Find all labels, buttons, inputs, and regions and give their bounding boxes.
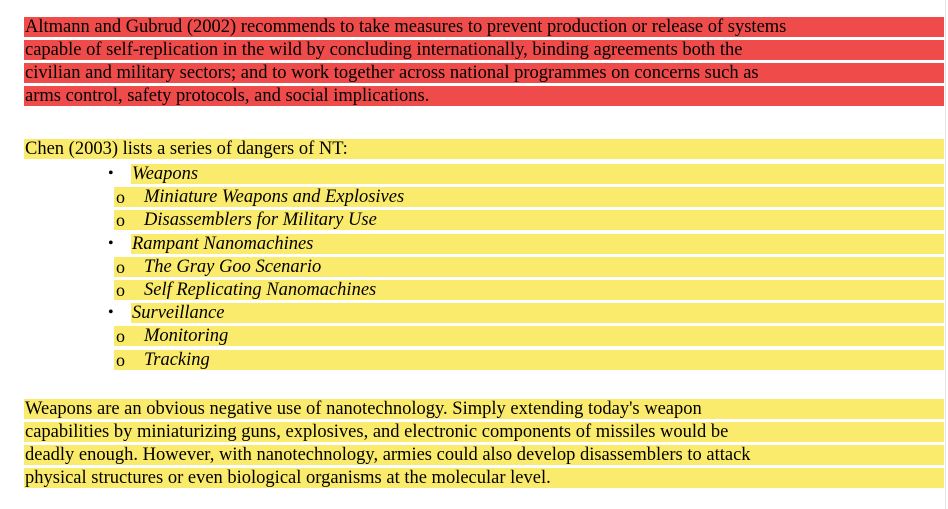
closing-line[interactable]: Weapons are an obvious negative use of nanotechnology. Simply extending today's weapon — [24, 399, 944, 419]
list-item-bullet[interactable] — [24, 303, 944, 323]
list-item-bullet[interactable] — [24, 234, 944, 254]
bullet-icon: • — [108, 304, 114, 322]
list-item-label: Weapons — [132, 164, 199, 184]
intro-line[interactable]: Altmann and Gubrud (2002) recommends to take measures to prevent production or release of systems — [24, 17, 944, 37]
highlight-bar — [114, 326, 944, 346]
highlight-bar — [131, 303, 944, 323]
intro-line[interactable]: capable of self-replication in the wild by concluding internationally, binding agreements both the — [24, 40, 944, 60]
circle-bullet-icon: o — [116, 210, 125, 231]
highlight-bar — [131, 164, 944, 184]
closing-paragraph[interactable] — [24, 399, 944, 491]
highlight-bar — [114, 350, 944, 370]
list-intro-paragraph[interactable] — [24, 139, 944, 162]
list-item-label: Rampant Nanomachines — [132, 233, 314, 254]
page-edge-divider — [945, 0, 946, 509]
list-item-label: The Gray Goo Scenario — [144, 256, 322, 277]
circle-bullet-icon: o — [116, 256, 125, 277]
intro-line[interactable]: arms control, safety protocols, and social implications. — [24, 86, 944, 106]
list-item-subbullet[interactable] — [24, 187, 944, 207]
intro-line[interactable]: civilian and military sectors; and to work together across national programmes on concerns such as — [24, 63, 944, 83]
list-item-label: Tracking — [144, 349, 210, 370]
list-item-label: Surveillance — [132, 303, 225, 324]
list-item-label: Disassemblers for Military Use — [144, 210, 377, 231]
list-item-label: Monitoring — [144, 326, 229, 347]
circle-bullet-icon: o — [116, 279, 125, 300]
list-item-bullet[interactable] — [24, 164, 944, 184]
bullet-icon: • — [108, 234, 114, 252]
dangers-list — [24, 164, 944, 373]
circle-bullet-icon: o — [116, 187, 125, 208]
list-item-label: Miniature Weapons and Explosives — [144, 187, 405, 208]
list-item-subbullet[interactable] — [24, 210, 944, 230]
closing-line[interactable]: physical structures or even biological organisms at the molecular level. — [24, 468, 944, 488]
closing-line[interactable]: deadly enough. However, with nanotechnology, armies could also develop disassemblers to attack — [24, 445, 944, 465]
bullet-icon: • — [108, 165, 114, 182]
circle-bullet-icon: o — [116, 349, 125, 370]
circle-bullet-icon: o — [116, 326, 125, 347]
intro-paragraph[interactable] — [24, 17, 944, 109]
list-item-subbullet[interactable] — [24, 257, 944, 277]
list-intro-line[interactable]: Chen (2003) lists a series of dangers of NT: — [24, 139, 944, 159]
list-item-subbullet[interactable] — [24, 326, 944, 346]
list-item-subbullet[interactable] — [24, 280, 944, 300]
closing-line[interactable]: capabilities by miniaturizing guns, explosives, and electronic components of missiles would be — [24, 422, 944, 442]
list-item-subbullet[interactable] — [24, 350, 944, 370]
list-item-label: Self Replicating Nanomachines — [144, 279, 377, 300]
